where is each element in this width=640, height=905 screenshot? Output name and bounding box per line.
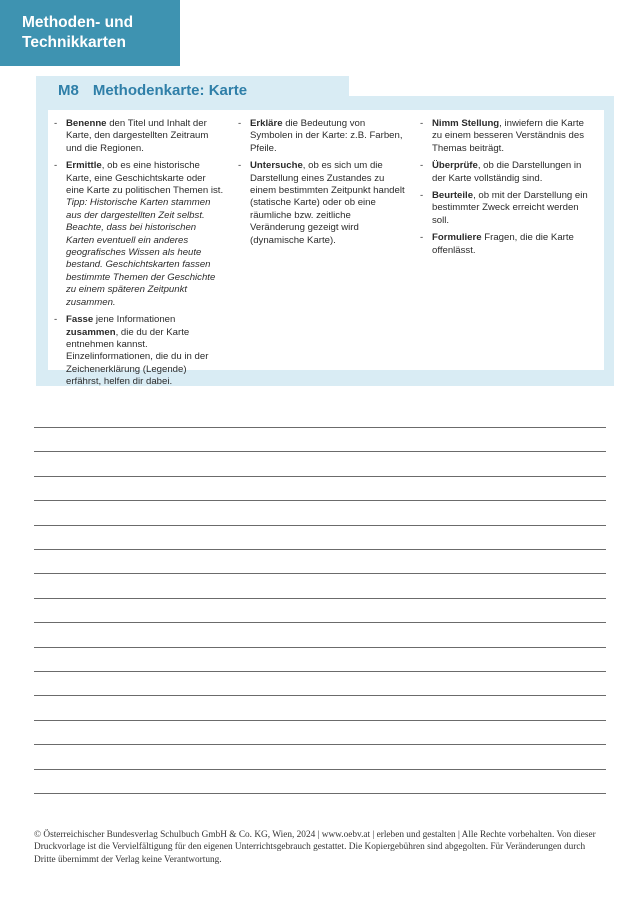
- writing-line: [34, 769, 606, 770]
- list-item: [238, 160, 408, 247]
- instruction-verb: Erkläre: [250, 118, 283, 129]
- instruction-verb: Benenne: [66, 118, 107, 129]
- writing-line: [34, 720, 606, 721]
- writing-line: [34, 451, 606, 452]
- section-tab: [0, 0, 180, 66]
- writing-line: [34, 525, 606, 526]
- list-item: [54, 160, 224, 309]
- instruction-verb: Fasse: [66, 314, 94, 326]
- section-tab-line2: Technikkarten: [22, 34, 126, 51]
- writing-line: [34, 647, 606, 648]
- instruction-text: jene Informationen: [93, 314, 176, 326]
- method-card-heading: [58, 82, 247, 99]
- instruction-text: den Titel und Inhalt der Karte, den dargestellten Zeitraum und die Regionen.: [66, 118, 209, 154]
- list-item: [420, 118, 590, 155]
- writing-line: [34, 744, 606, 745]
- writing-line: [34, 573, 606, 574]
- instruction-text: , ob die Darstellungen in der Karte vollständig sind.: [432, 160, 582, 184]
- writing-line: [34, 695, 606, 696]
- instruction-verb: zusammen: [66, 326, 116, 338]
- instruction-verb: Ermittle: [66, 160, 102, 172]
- list-item: [420, 190, 590, 227]
- writing-line: [34, 549, 606, 550]
- list-item: [238, 118, 408, 155]
- instruction-verb: Nimm Stellung: [432, 118, 500, 129]
- card-title: Methodenkarte: Karte: [92, 82, 248, 99]
- instruction-text: , ob mit der Darstellung ein bestimmter Zweck erreicht werden soll.: [432, 190, 588, 226]
- card-column-3: [420, 118, 590, 262]
- tip-text: Tipp: Historische Karten stammen aus der dargestellten Zeit selbst. Beachte, dass bei historischen Karten eventuell ein anderes geografisches Wissen als heute bestand. Geschichtskarten fassen bestimmte Themen der Geschichte zu einem späteren Zeitpunkt zusammen.: [66, 197, 216, 308]
- writing-line: [34, 476, 606, 477]
- writing-line: [34, 500, 606, 501]
- list-item: [420, 232, 590, 257]
- instruction-verb: Überprüfe: [432, 160, 478, 172]
- writing-line: [34, 671, 606, 672]
- list-item: [54, 314, 224, 388]
- card-column-2: [238, 118, 408, 252]
- instruction-verb: Untersuche: [250, 160, 303, 172]
- card-column-1: [54, 118, 224, 394]
- section-tab-line1: Methoden- und: [22, 14, 134, 31]
- card-code: M8: [58, 82, 79, 99]
- list-item: [420, 160, 590, 185]
- instruction-text: , die du der Karte entnehmen kannst. Einzelinformationen, die du in der Zeichenerklärung (Legende) erfährst, helfen dir dabei.: [66, 326, 209, 388]
- writing-line: [34, 622, 606, 623]
- list-item: [54, 118, 224, 155]
- instruction-text: die Bedeutung von Symbolen in der Karte: z.B. Farben, Pfeile.: [250, 118, 403, 154]
- instruction-verb: Beurteile: [432, 190, 474, 202]
- instruction-verb: Formuliere: [432, 232, 482, 244]
- copyright-footer: © Österreichischer Bundesverlag Schulbuch GmbH & Co. KG, Wien, 2024 | www.oebv.at | erleben und gestalten | Alle Rechte vorbehalten. Von dieser Druckvorlage ist die Vervielfältigung für den eigenen Unterrichtsgebrauch gestattet. Die Kopiergebühren sind abgegolten. Für Veränderungen durch Dritte übernimmt der Verlag keine Verantwortung.: [34, 830, 596, 865]
- writing-line: [34, 793, 606, 794]
- writing-line: [34, 598, 606, 599]
- instruction-text: , inwiefern die Karte zu einem besseren Verständnis des Themas beiträgt.: [432, 118, 584, 154]
- writing-line: [34, 427, 606, 428]
- instruction-text: , ob es eine historische Karte, eine Geschichtskarte oder eine Karte zu politischen Themen ist.: [66, 160, 224, 197]
- instruction-text: Fragen, die die Karte offenlässt.: [432, 232, 574, 256]
- instruction-text: , ob es sich um die Darstellung eines Zustandes zu einem bestimmten Zeitpunkt handelt (statische Karte) oder ob eine räumliche bzw. zeitliche Veränderung gezeigt wird (dynamische Karte).: [250, 160, 405, 246]
